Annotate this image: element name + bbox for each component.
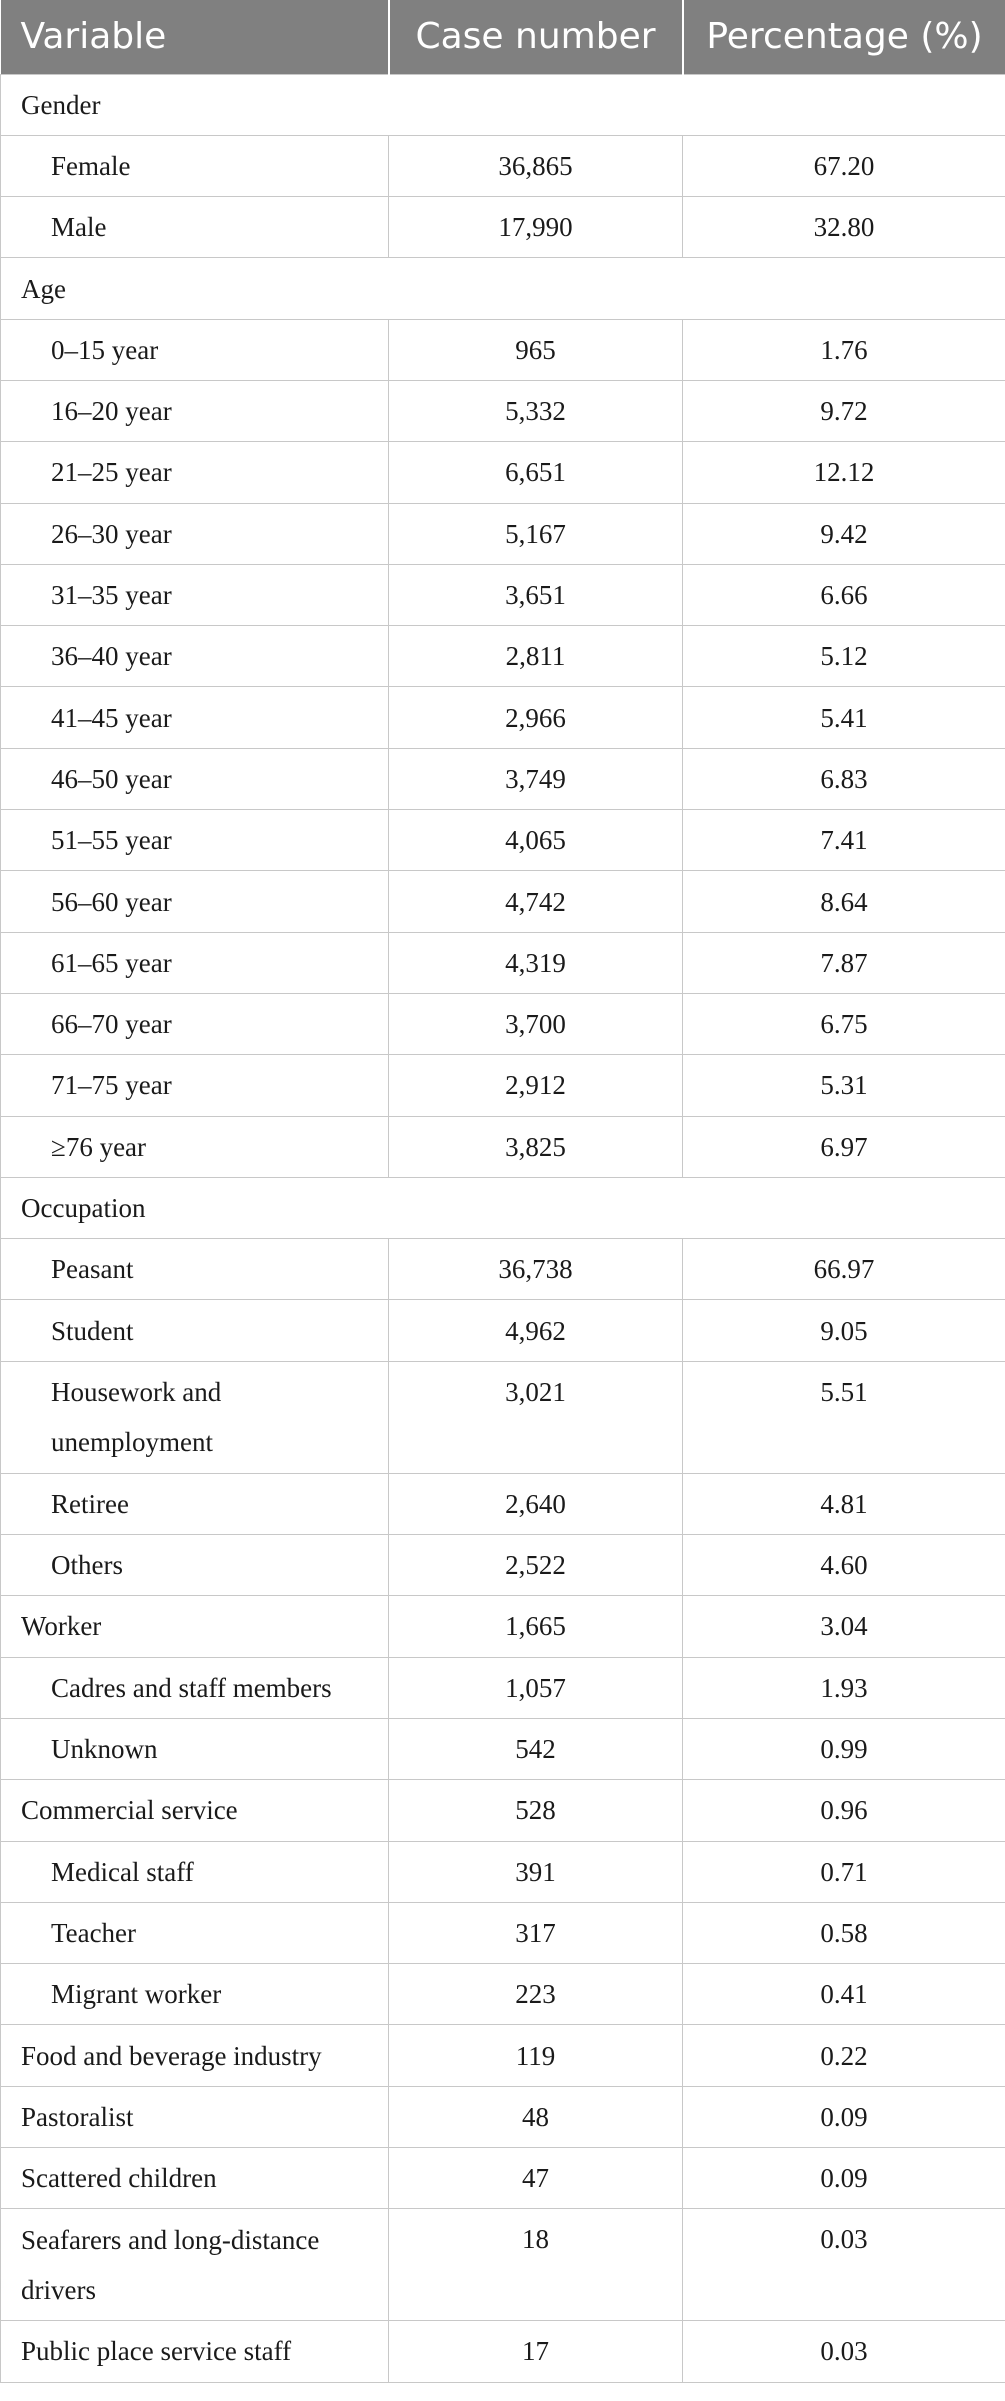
case-number-cell: 3,021	[389, 1361, 683, 1473]
table-row	[1, 810, 1005, 871]
case-number-cell: 3,825	[389, 1116, 683, 1177]
percentage-cell: 0.71	[683, 1841, 1005, 1902]
percentage-cell: 1.93	[683, 1657, 1005, 1718]
case-number-cell: 1,057	[389, 1657, 683, 1718]
table-row	[1, 1473, 1005, 1534]
variable-cell: Unknown	[1, 1718, 389, 1779]
percentage-cell: 5.31	[683, 1055, 1005, 1116]
category-row	[1, 74, 1005, 135]
case-number-cell: 317	[389, 1902, 683, 1963]
case-number-cell: 2,966	[389, 687, 683, 748]
table-row	[1, 748, 1005, 809]
percentage-cell: 9.42	[683, 503, 1005, 564]
percentage-cell: 32.80	[683, 197, 1005, 258]
table-row	[1, 871, 1005, 932]
table-row	[1, 1361, 1005, 1473]
percentage-cell: 67.20	[683, 135, 1005, 196]
case-number-cell: 542	[389, 1718, 683, 1779]
percentage-cell: 4.60	[683, 1535, 1005, 1596]
table-row	[1, 1300, 1005, 1361]
case-number-cell: 528	[389, 1780, 683, 1841]
percentage-cell: 7.87	[683, 932, 1005, 993]
case-number-cell: 1,665	[389, 1596, 683, 1657]
case-number-cell: 2,522	[389, 1535, 683, 1596]
case-number-cell: 18	[389, 2209, 683, 2321]
case-number-cell: 17	[389, 2321, 683, 2382]
case-number-cell: 223	[389, 1964, 683, 2025]
case-number-cell: 47	[389, 2148, 683, 2209]
table-row	[1, 2209, 1005, 2321]
table-row	[1, 503, 1005, 564]
variable-cell: Others	[1, 1535, 389, 1596]
variable-cell: 31–35 year	[1, 564, 389, 625]
variable-cell: Medical staff	[1, 1841, 389, 1902]
percentage-cell: 3.04	[683, 1596, 1005, 1657]
percentage-cell: 8.64	[683, 871, 1005, 932]
variable-cell: 36–40 year	[1, 626, 389, 687]
variable-cell: 51–55 year	[1, 810, 389, 871]
case-number-cell: 36,738	[389, 1239, 683, 1300]
case-number-cell: 17,990	[389, 197, 683, 258]
table-row	[1, 1780, 1005, 1841]
variable-cell: Commercial service	[1, 1780, 389, 1841]
percentage-cell: 5.41	[683, 687, 1005, 748]
percentage-cell: 6.66	[683, 564, 1005, 625]
table-row	[1, 1902, 1005, 1963]
case-number-cell: 36,865	[389, 135, 683, 196]
case-number-cell: 5,332	[389, 380, 683, 441]
variable-cell: 71–75 year	[1, 1055, 389, 1116]
variable-cell: Food and beverage industry	[1, 2025, 389, 2086]
percentage-cell: 4.81	[683, 1473, 1005, 1534]
percentage-cell: 9.05	[683, 1300, 1005, 1361]
table-row	[1, 1964, 1005, 2025]
header-variable: Variable	[1, 0, 389, 74]
case-number-cell: 2,912	[389, 1055, 683, 1116]
variable-cell: 16–20 year	[1, 380, 389, 441]
table-row	[1, 993, 1005, 1054]
table-row	[1, 1841, 1005, 1902]
case-number-cell: 119	[389, 2025, 683, 2086]
header-case-number: Case number	[389, 0, 683, 74]
variable-cell: 26–30 year	[1, 503, 389, 564]
category-row	[1, 1177, 1005, 1238]
variable-cell: 56–60 year	[1, 871, 389, 932]
table-row	[1, 2321, 1005, 2382]
table-row	[1, 319, 1005, 380]
case-number-cell: 3,749	[389, 748, 683, 809]
table-row	[1, 2025, 1005, 2086]
percentage-cell: 5.12	[683, 626, 1005, 687]
percentage-cell: 7.41	[683, 810, 1005, 871]
variable-cell: Student	[1, 1300, 389, 1361]
variable-cell: 61–65 year	[1, 932, 389, 993]
table-row	[1, 135, 1005, 196]
percentage-cell: 0.99	[683, 1718, 1005, 1779]
table-row	[1, 564, 1005, 625]
table-row	[1, 197, 1005, 258]
table-row	[1, 2086, 1005, 2147]
variable-cell: Pastoralist	[1, 2086, 389, 2147]
table-row	[1, 1718, 1005, 1779]
variable-cell: 66–70 year	[1, 993, 389, 1054]
percentage-cell: 6.83	[683, 748, 1005, 809]
case-number-cell: 4,742	[389, 871, 683, 932]
percentage-cell: 66.97	[683, 1239, 1005, 1300]
variable-cell: 0–15 year	[1, 319, 389, 380]
percentage-cell: 0.96	[683, 1780, 1005, 1841]
variable-cell: Peasant	[1, 1239, 389, 1300]
variable-cell: Public place service staff	[1, 2321, 389, 2382]
variable-cell: Female	[1, 135, 389, 196]
percentage-cell: 0.09	[683, 2086, 1005, 2147]
table-row	[1, 442, 1005, 503]
case-number-cell: 3,700	[389, 993, 683, 1054]
table-row	[1, 932, 1005, 993]
table-row	[1, 1657, 1005, 1718]
percentage-cell: 0.22	[683, 2025, 1005, 2086]
case-number-cell: 4,065	[389, 810, 683, 871]
percentage-cell: 0.03	[683, 2209, 1005, 2321]
category-label: Gender	[1, 74, 1005, 135]
percentage-cell: 6.97	[683, 1116, 1005, 1177]
case-number-cell: 4,319	[389, 932, 683, 993]
table-row	[1, 687, 1005, 748]
table-row	[1, 1116, 1005, 1177]
variable-cell: 46–50 year	[1, 748, 389, 809]
header-row	[1, 0, 1005, 74]
variable-cell: 21–25 year	[1, 442, 389, 503]
category-label: Occupation	[1, 1177, 1005, 1238]
table-row	[1, 1055, 1005, 1116]
percentage-cell: 0.41	[683, 1964, 1005, 2025]
table-row	[1, 626, 1005, 687]
variable-cell: Seafarers and long-distance drivers	[1, 2209, 389, 2321]
variable-cell: Worker	[1, 1596, 389, 1657]
table-row	[1, 1596, 1005, 1657]
variable-cell: Male	[1, 197, 389, 258]
case-number-cell: 2,640	[389, 1473, 683, 1534]
case-number-cell: 48	[389, 2086, 683, 2147]
variable-cell: ≥76 year	[1, 1116, 389, 1177]
case-number-cell: 4,962	[389, 1300, 683, 1361]
variable-cell: Migrant worker	[1, 1964, 389, 2025]
percentage-cell: 0.58	[683, 1902, 1005, 1963]
variable-cell: Scattered children	[1, 2148, 389, 2209]
case-number-cell: 965	[389, 319, 683, 380]
case-number-cell: 391	[389, 1841, 683, 1902]
category-label: Age	[1, 258, 1005, 319]
variable-cell: Teacher	[1, 1902, 389, 1963]
variable-cell: Cadres and staff members	[1, 1657, 389, 1718]
table-row	[1, 1239, 1005, 1300]
variable-cell: Housework and unemployment	[1, 1361, 389, 1473]
percentage-cell: 0.03	[683, 2321, 1005, 2382]
percentage-cell: 12.12	[683, 442, 1005, 503]
table-row	[1, 1535, 1005, 1596]
case-number-cell: 5,167	[389, 503, 683, 564]
variable-cell: 41–45 year	[1, 687, 389, 748]
percentage-cell: 0.09	[683, 2148, 1005, 2209]
table-row	[1, 2148, 1005, 2209]
header-percentage: Percentage (%)	[683, 0, 1005, 74]
case-number-cell: 6,651	[389, 442, 683, 503]
percentage-cell: 6.75	[683, 993, 1005, 1054]
percentage-cell: 9.72	[683, 380, 1005, 441]
percentage-cell: 1.76	[683, 319, 1005, 380]
table-body	[1, 74, 1005, 2382]
table-row	[1, 380, 1005, 441]
case-number-cell: 2,811	[389, 626, 683, 687]
category-row	[1, 258, 1005, 319]
variable-cell: Retiree	[1, 1473, 389, 1534]
percentage-cell: 5.51	[683, 1361, 1005, 1473]
case-number-cell: 3,651	[389, 564, 683, 625]
